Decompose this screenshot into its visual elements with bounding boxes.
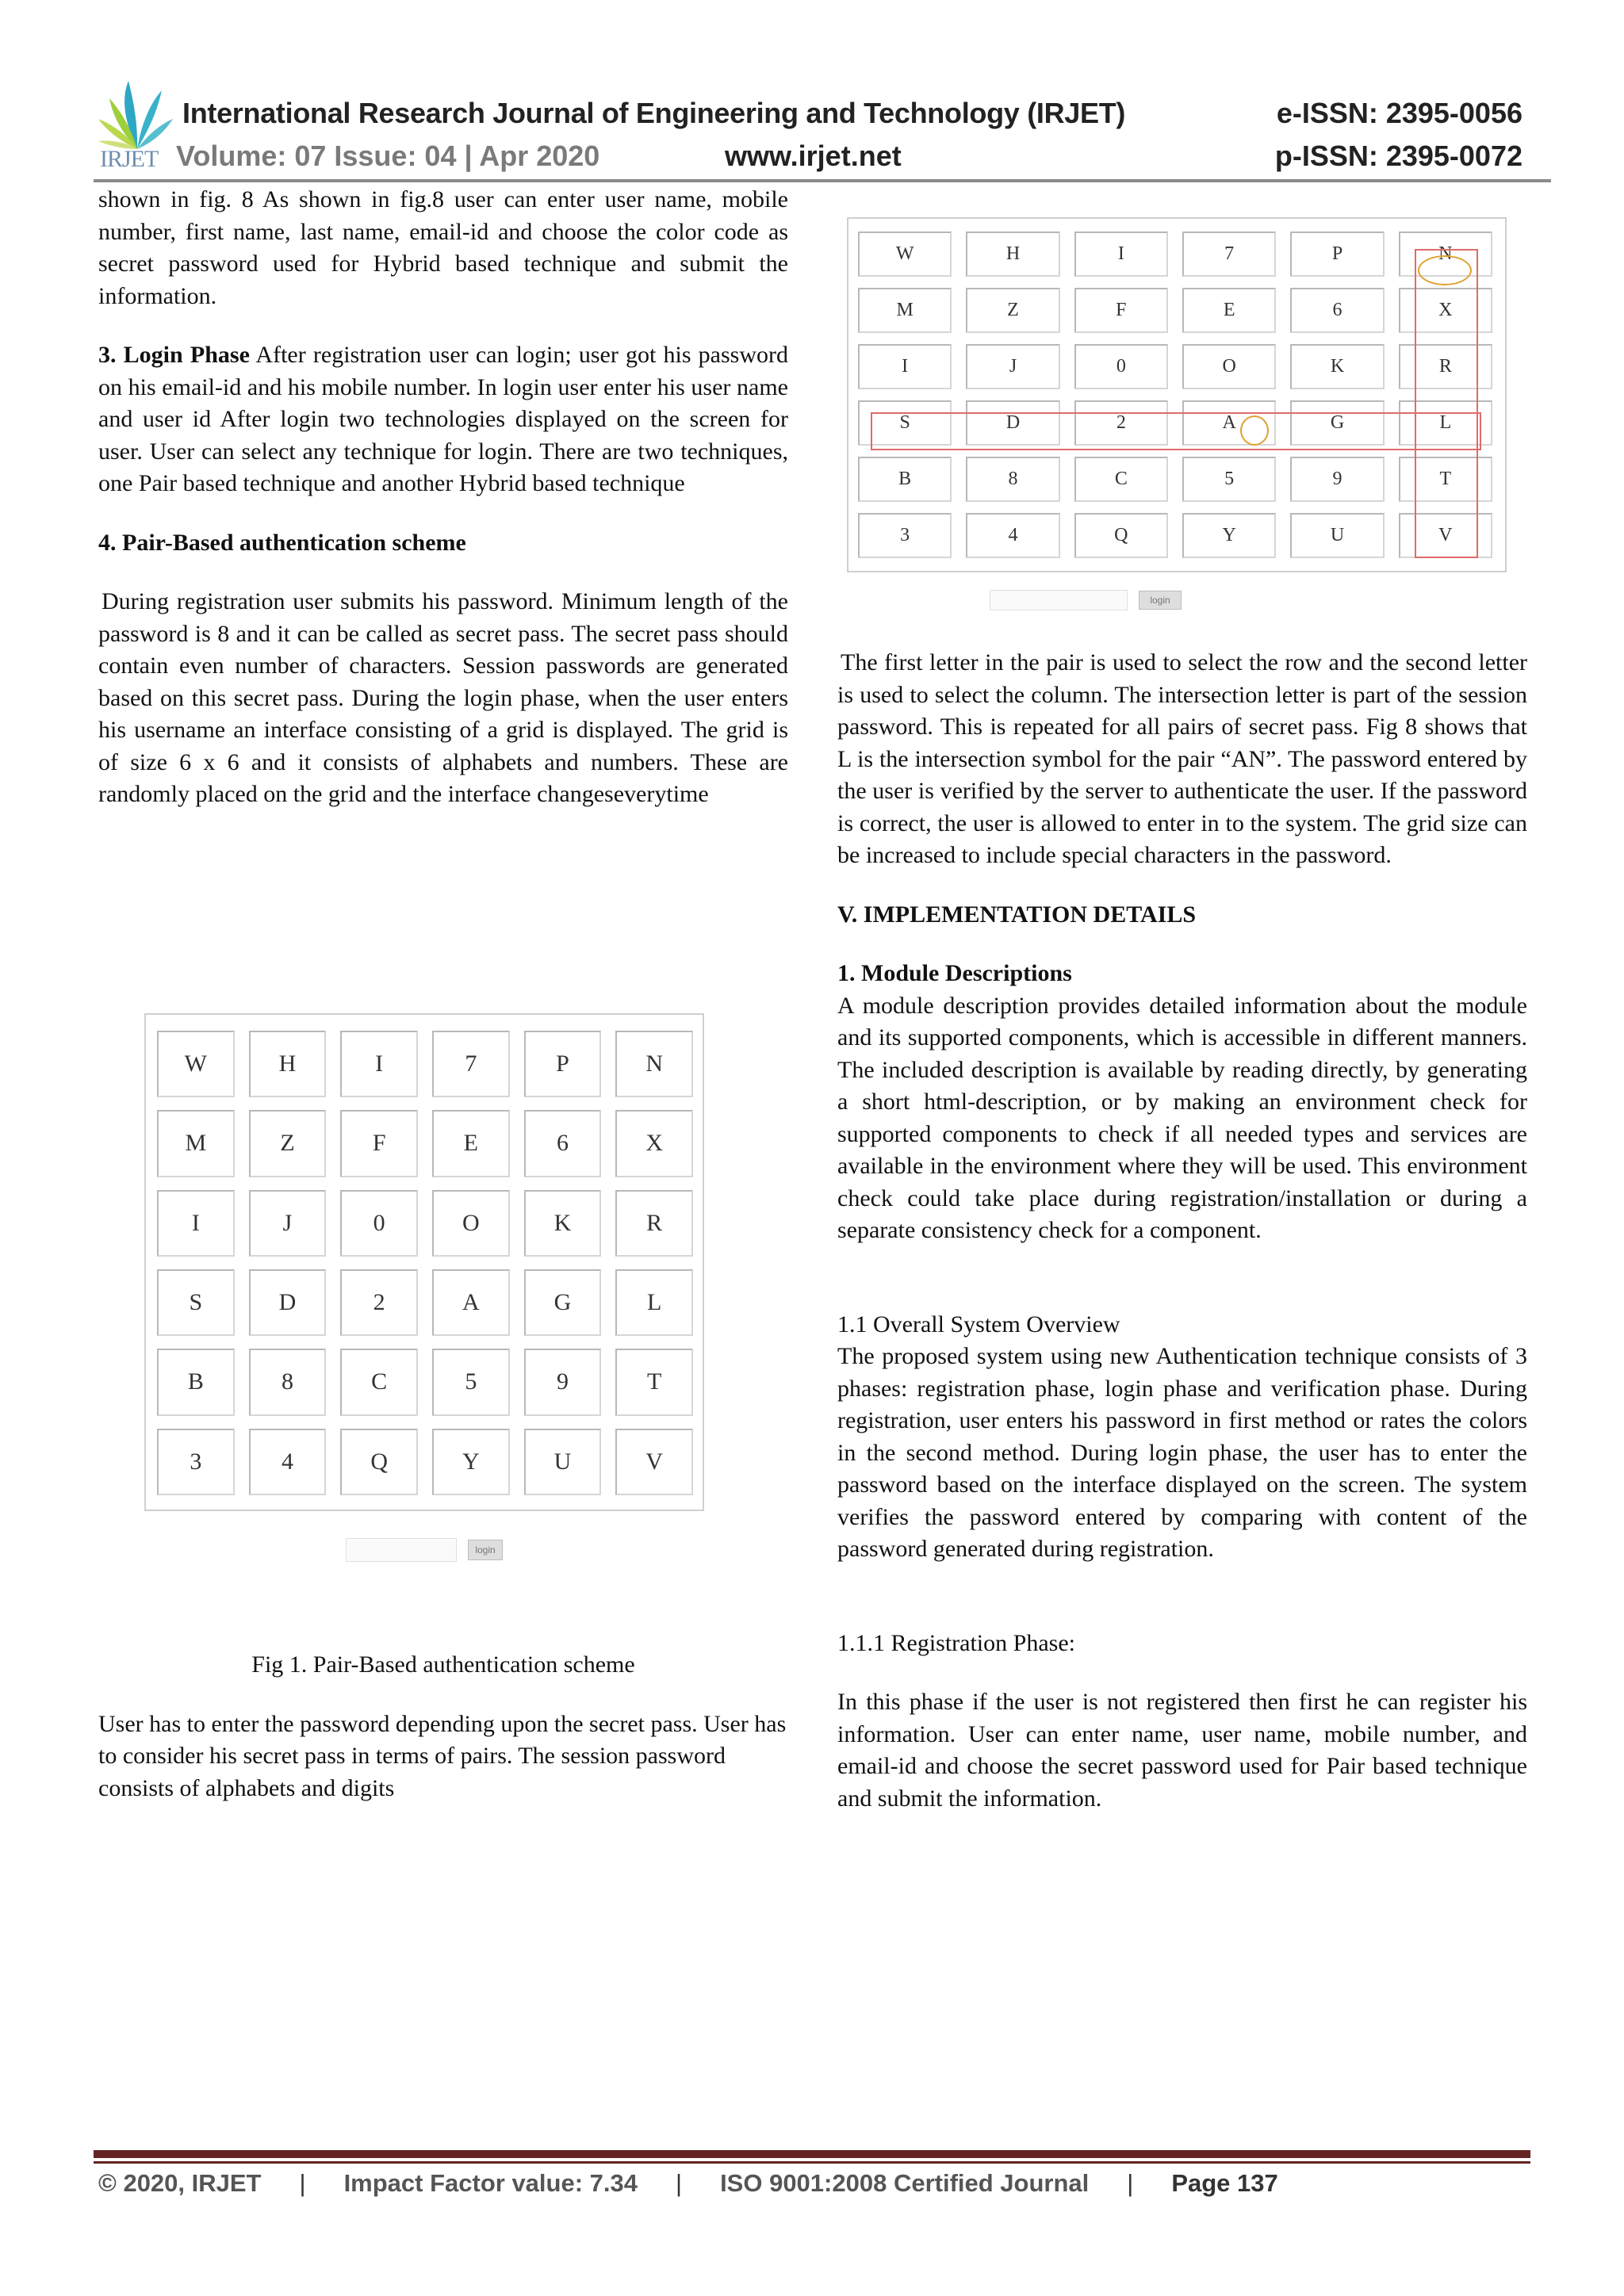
grid-cell-char: I bbox=[1117, 243, 1124, 264]
grid-cell[interactable] bbox=[432, 1349, 510, 1415]
grid-cell-char: 3 bbox=[900, 525, 910, 545]
grid-cell[interactable] bbox=[1074, 513, 1168, 558]
grid-cell-char: 0 bbox=[1116, 356, 1126, 377]
grid-cell[interactable] bbox=[1182, 232, 1276, 277]
grid-cell[interactable] bbox=[966, 457, 1059, 502]
grid-cell-char: T bbox=[1439, 469, 1452, 489]
grid-cell[interactable] bbox=[249, 1031, 327, 1097]
page-footer bbox=[98, 2169, 1278, 2198]
registration-heading: 1.1.1 Registration Phase: bbox=[837, 1629, 1075, 1656]
grid-cell[interactable] bbox=[432, 1429, 510, 1495]
grid-cell[interactable] bbox=[340, 1349, 418, 1415]
grid-cell-char: 8 bbox=[1008, 469, 1018, 489]
grid-cell-char: B bbox=[898, 469, 912, 489]
grid-cell[interactable] bbox=[524, 1190, 602, 1257]
grid-cell[interactable] bbox=[858, 457, 952, 502]
grid-cell-char: 0 bbox=[373, 1209, 385, 1236]
grid-cell-char: U bbox=[1330, 525, 1345, 545]
grid-cell-char: M bbox=[896, 300, 914, 320]
grid-cell-char: V bbox=[645, 1448, 663, 1475]
left-column-lower bbox=[98, 1649, 788, 1804]
grid-cell[interactable] bbox=[524, 1429, 602, 1495]
grid-cell[interactable] bbox=[249, 1190, 327, 1257]
grid-cell[interactable] bbox=[432, 1269, 510, 1336]
grid-cell-char: Y bbox=[1222, 525, 1236, 545]
journal-website-link[interactable]: www.irjet.net bbox=[725, 140, 902, 172]
grid-cell[interactable] bbox=[615, 1031, 693, 1097]
grid-cell[interactable] bbox=[1074, 288, 1168, 333]
grid-cell-char: 3 bbox=[190, 1448, 202, 1475]
journal-title: International Research Journal of Engineering and Technology (IRJET) bbox=[182, 97, 1126, 129]
grid-cell-char: I bbox=[375, 1050, 384, 1077]
grid-cell[interactable] bbox=[1074, 400, 1168, 446]
grid-frame bbox=[847, 217, 1507, 572]
grid-cell-char: Y bbox=[462, 1448, 480, 1475]
grid-cell[interactable] bbox=[858, 344, 952, 389]
grid-cell[interactable] bbox=[615, 1429, 693, 1495]
intro-paragraph: shown in fig. 8 As shown in fig.8 user can enter user name, mobile number, first name, last name, email-id and choose the color code as secret password used for Hybrid based technique and submit the information. bbox=[98, 186, 788, 309]
grid-cell[interactable] bbox=[432, 1031, 510, 1097]
grid-cell[interactable] bbox=[1399, 288, 1492, 333]
irjet-logo bbox=[94, 76, 181, 172]
session-password-input[interactable] bbox=[346, 1538, 457, 1562]
grid-cell[interactable] bbox=[858, 232, 952, 277]
impact-factor: Impact Factor value: 7.34 bbox=[343, 2169, 638, 2197]
grid-cell[interactable] bbox=[524, 1110, 602, 1177]
grid-cell-char: 5 bbox=[465, 1368, 477, 1395]
page-header bbox=[94, 76, 1553, 187]
grid-cell-char: F bbox=[1116, 300, 1127, 320]
grid-cell-char: W bbox=[184, 1050, 207, 1077]
grid-cell-char: X bbox=[1438, 300, 1453, 320]
grid-cell-char: F bbox=[372, 1130, 386, 1157]
module-paragraph: A module description provides detailed information about the module and its supported components, which is accessible in different manners. The included description is available by reading directly, by generating a short html-description, or by making an environment check for supported components to check if all needed types and services are available in the environment where they will be used. This environment check could take place during registration/installation or during a separate consistency check for a component. bbox=[837, 992, 1527, 1243]
grid-cell[interactable] bbox=[524, 1349, 602, 1415]
grid-cell-char: G bbox=[1330, 412, 1345, 433]
grid-cell-char: T bbox=[646, 1368, 662, 1395]
grid-cell-char: A bbox=[462, 1289, 480, 1316]
grid-cell[interactable] bbox=[249, 1269, 327, 1336]
grid-cell-char: N bbox=[1438, 243, 1453, 264]
grid-cell-char: O bbox=[1222, 356, 1236, 377]
grid-cell[interactable] bbox=[966, 344, 1059, 389]
grid-cell-char: R bbox=[646, 1209, 663, 1236]
grid-cell[interactable] bbox=[858, 288, 952, 333]
grid-cell-char: N bbox=[645, 1050, 663, 1077]
figure-pair-grid-annotated bbox=[847, 217, 1507, 606]
grid-frame bbox=[144, 1013, 704, 1511]
login-button[interactable]: login bbox=[1139, 591, 1182, 610]
grid-cell[interactable] bbox=[1290, 513, 1384, 558]
grid-cell[interactable] bbox=[1182, 513, 1276, 558]
right-column bbox=[837, 647, 1527, 1815]
grid-cell-char: C bbox=[371, 1368, 388, 1395]
grid-cell[interactable] bbox=[1074, 457, 1168, 502]
logo-wordmark: IRJET bbox=[100, 146, 159, 172]
grid-cell-char: P bbox=[556, 1050, 569, 1077]
character-grid-annotated bbox=[858, 232, 1492, 558]
character-grid bbox=[157, 1031, 693, 1495]
grid-cell-char: M bbox=[185, 1130, 207, 1157]
grid-cell[interactable] bbox=[340, 1269, 418, 1336]
page-number: Page 137 bbox=[1171, 2169, 1278, 2197]
pair-based-heading: 4. Pair-Based authentication scheme bbox=[98, 529, 466, 556]
grid-cell[interactable] bbox=[249, 1349, 327, 1415]
grid-cell[interactable] bbox=[1182, 457, 1276, 502]
grid-cell-char: L bbox=[646, 1289, 662, 1316]
grid-cell-char: E bbox=[463, 1130, 478, 1157]
grid-cell[interactable] bbox=[858, 400, 952, 446]
left-column bbox=[98, 184, 788, 811]
login-phase-paragraph bbox=[98, 339, 788, 500]
grid-cell[interactable] bbox=[1290, 400, 1384, 446]
login-form bbox=[346, 1538, 503, 1562]
grid-cell[interactable] bbox=[1290, 457, 1384, 502]
grid-cell[interactable] bbox=[1399, 232, 1492, 277]
grid-cell[interactable] bbox=[966, 400, 1059, 446]
grid-cell[interactable] bbox=[1074, 344, 1168, 389]
grid-cell[interactable] bbox=[615, 1190, 693, 1257]
grid-cell-char: R bbox=[1438, 356, 1452, 377]
grid-cell-char: B bbox=[187, 1368, 204, 1395]
grid-cell[interactable] bbox=[1074, 232, 1168, 277]
grid-cell[interactable] bbox=[157, 1269, 235, 1336]
grid-cell-char: X bbox=[645, 1130, 663, 1157]
grid-cell-char: 7 bbox=[465, 1050, 477, 1077]
grid-cell-char: P bbox=[1331, 243, 1343, 264]
overview-heading: 1.1 Overall System Overview bbox=[837, 1311, 1120, 1337]
grid-cell[interactable] bbox=[966, 513, 1059, 558]
p-issn: p-ISSN: 2395-0072 bbox=[1274, 140, 1522, 172]
grid-cell[interactable] bbox=[858, 513, 952, 558]
grid-cell-char: E bbox=[1223, 300, 1235, 320]
grid-cell-char: 7 bbox=[1224, 243, 1235, 264]
grid-cell[interactable] bbox=[524, 1269, 602, 1336]
explanation-paragraph: The first letter in the pair is used to select the row and the second letter is used to select the column. The intersection letter is part of the session password. This is repeated for all pairs of secret pass. Fig 8 shows that L is the intersection symbol for the pair “AN”. The password entered by the user is verified by the server to authenticate the user. If the password is correct, the user is allowed to enter in to the system. The grid size can be increased to include special characters in the password. bbox=[837, 649, 1527, 868]
grid-cell[interactable] bbox=[249, 1110, 327, 1177]
login-phase-heading: 3. Login Phase bbox=[98, 342, 250, 368]
login-phase-text: After registration user can login; user got his password on his email-id and his mobile number. In login user enter his user name and user id After login two technologies displayed on the screen for user. User can select any technique for login. There are two techniques, one Pair based technique and another Hybrid based technique bbox=[98, 342, 789, 496]
grid-cell[interactable] bbox=[432, 1190, 510, 1257]
e-issn: e-ISSN: 2395-0056 bbox=[1276, 97, 1522, 129]
footer-separator: | bbox=[299, 2169, 306, 2197]
grid-cell-char: K bbox=[553, 1209, 572, 1236]
grid-cell[interactable] bbox=[1182, 400, 1276, 446]
grid-cell-char: Z bbox=[1007, 300, 1019, 320]
grid-cell-char: S bbox=[899, 412, 910, 433]
grid-cell[interactable] bbox=[157, 1429, 235, 1495]
grid-cell[interactable] bbox=[157, 1110, 235, 1177]
certification: ISO 9001:2008 Certified Journal bbox=[720, 2169, 1090, 2197]
grid-cell-char: 9 bbox=[1332, 469, 1342, 489]
grid-cell-char: 8 bbox=[281, 1368, 293, 1395]
grid-cell[interactable] bbox=[157, 1031, 235, 1097]
pair-based-paragraph: During registration user submits his password. Minimum length of the password is 8 and it can be called as secret pass. The secret pass should contain even number of characters. Session passwords are generated based on this secret pass. During the login phase, when the user enters his username an interface consisting of a grid is displayed. The grid is of size 6 x 6 and it consists of alphabets and numbers. These are randomly placed on the grid and the interface changeseverytime bbox=[98, 588, 788, 807]
grid-cell[interactable] bbox=[1399, 344, 1492, 389]
footer-rule bbox=[94, 2150, 1530, 2164]
grid-cell-char: I bbox=[902, 356, 909, 377]
grid-cell[interactable] bbox=[1399, 400, 1492, 446]
grid-cell[interactable] bbox=[1182, 288, 1276, 333]
grid-cell-char: W bbox=[895, 243, 914, 264]
grid-cell[interactable] bbox=[432, 1110, 510, 1177]
figure-caption: Fig 1. Pair-Based authentication scheme bbox=[251, 1651, 635, 1678]
grid-cell-char: J bbox=[1009, 356, 1017, 377]
grid-cell-char: J bbox=[282, 1209, 293, 1236]
grid-cell-char: Z bbox=[280, 1130, 295, 1157]
grid-cell[interactable] bbox=[249, 1429, 327, 1495]
grid-cell-char: 4 bbox=[1008, 525, 1018, 545]
login-button[interactable]: login bbox=[468, 1540, 503, 1560]
grid-cell-char: 6 bbox=[1332, 300, 1342, 320]
grid-cell[interactable] bbox=[966, 288, 1059, 333]
registration-paragraph: In this phase if the user is not registered then first he can register his information. User can enter name, user name, mobile number, and email-id and choose the secret password used for Pair based technique and submit the information. bbox=[837, 1689, 1527, 1812]
grid-cell[interactable] bbox=[340, 1031, 418, 1097]
grid-cell[interactable] bbox=[340, 1429, 418, 1495]
volume-issue: Volume: 07 Issue: 04 | Apr 2020 bbox=[176, 140, 600, 172]
grid-cell[interactable] bbox=[615, 1110, 693, 1177]
grid-cell-char: L bbox=[1439, 412, 1452, 433]
grid-cell[interactable] bbox=[1290, 288, 1384, 333]
grid-cell[interactable] bbox=[1290, 232, 1384, 277]
grid-cell-char: A bbox=[1222, 412, 1236, 433]
grid-cell-char: Q bbox=[370, 1448, 388, 1475]
grid-cell-char: 2 bbox=[373, 1289, 385, 1316]
grid-cell[interactable] bbox=[615, 1349, 693, 1415]
grid-cell-char: G bbox=[553, 1289, 572, 1316]
footer-separator: | bbox=[1127, 2169, 1134, 2197]
grid-cell-char: C bbox=[1114, 469, 1128, 489]
header-divider bbox=[94, 179, 1551, 182]
leaf-fan-icon bbox=[94, 76, 181, 155]
grid-cell-char: 5 bbox=[1224, 469, 1235, 489]
grid-cell-char: V bbox=[1438, 525, 1453, 545]
grid-cell[interactable] bbox=[1182, 344, 1276, 389]
grid-cell[interactable] bbox=[1399, 457, 1492, 502]
overview-paragraph: The proposed system using new Authentication technique consists of 3 phases: registration phase, login phase and verification phase. During registration, user enters his password in first method or rates the colors in the second method. During login phase, the user has to enter the password based on the interface displayed on the screen. The system verifies the password entered by comparing with content of the password generated during registration. bbox=[837, 1343, 1527, 1562]
grid-cell[interactable] bbox=[1399, 513, 1492, 558]
grid-cell[interactable] bbox=[615, 1269, 693, 1336]
grid-cell-char: D bbox=[278, 1289, 297, 1316]
grid-cell-char: D bbox=[1005, 412, 1021, 433]
grid-cell-char: 9 bbox=[556, 1368, 569, 1395]
footer-separator: | bbox=[676, 2169, 683, 2197]
grid-cell-char: H bbox=[1005, 243, 1021, 264]
grid-cell[interactable] bbox=[340, 1110, 418, 1177]
login-form bbox=[990, 590, 1182, 610]
section-heading: V. IMPLEMENTATION DETAILS bbox=[837, 901, 1197, 928]
copyright: © 2020, IRJET bbox=[98, 2169, 262, 2197]
grid-cell-char: H bbox=[278, 1050, 297, 1077]
grid-cell-char: 6 bbox=[556, 1130, 569, 1157]
grid-cell-char: 2 bbox=[1116, 412, 1126, 433]
grid-cell-char: I bbox=[191, 1209, 200, 1236]
grid-cell[interactable] bbox=[340, 1190, 418, 1257]
grid-cell-char: 4 bbox=[281, 1448, 293, 1475]
grid-cell[interactable] bbox=[157, 1190, 235, 1257]
module-heading: 1. Module Descriptions bbox=[837, 960, 1072, 986]
after-figure-paragraph: User has to enter the password depending upon the secret pass. User has to consider his secret pass in terms of pairs. The session password consists of alphabets and digits bbox=[98, 1710, 787, 1801]
grid-cell[interactable] bbox=[157, 1349, 235, 1415]
grid-cell-char: O bbox=[462, 1209, 480, 1236]
grid-cell[interactable] bbox=[524, 1031, 602, 1097]
figure-pair-grid bbox=[144, 1013, 704, 1556]
grid-cell[interactable] bbox=[1290, 344, 1384, 389]
grid-cell-char: K bbox=[1330, 356, 1345, 377]
session-password-input[interactable] bbox=[990, 590, 1128, 610]
grid-cell-char: Q bbox=[1114, 525, 1128, 545]
grid-cell-char: U bbox=[553, 1448, 572, 1475]
grid-cell[interactable] bbox=[966, 232, 1059, 277]
grid-cell-char: S bbox=[189, 1289, 203, 1316]
